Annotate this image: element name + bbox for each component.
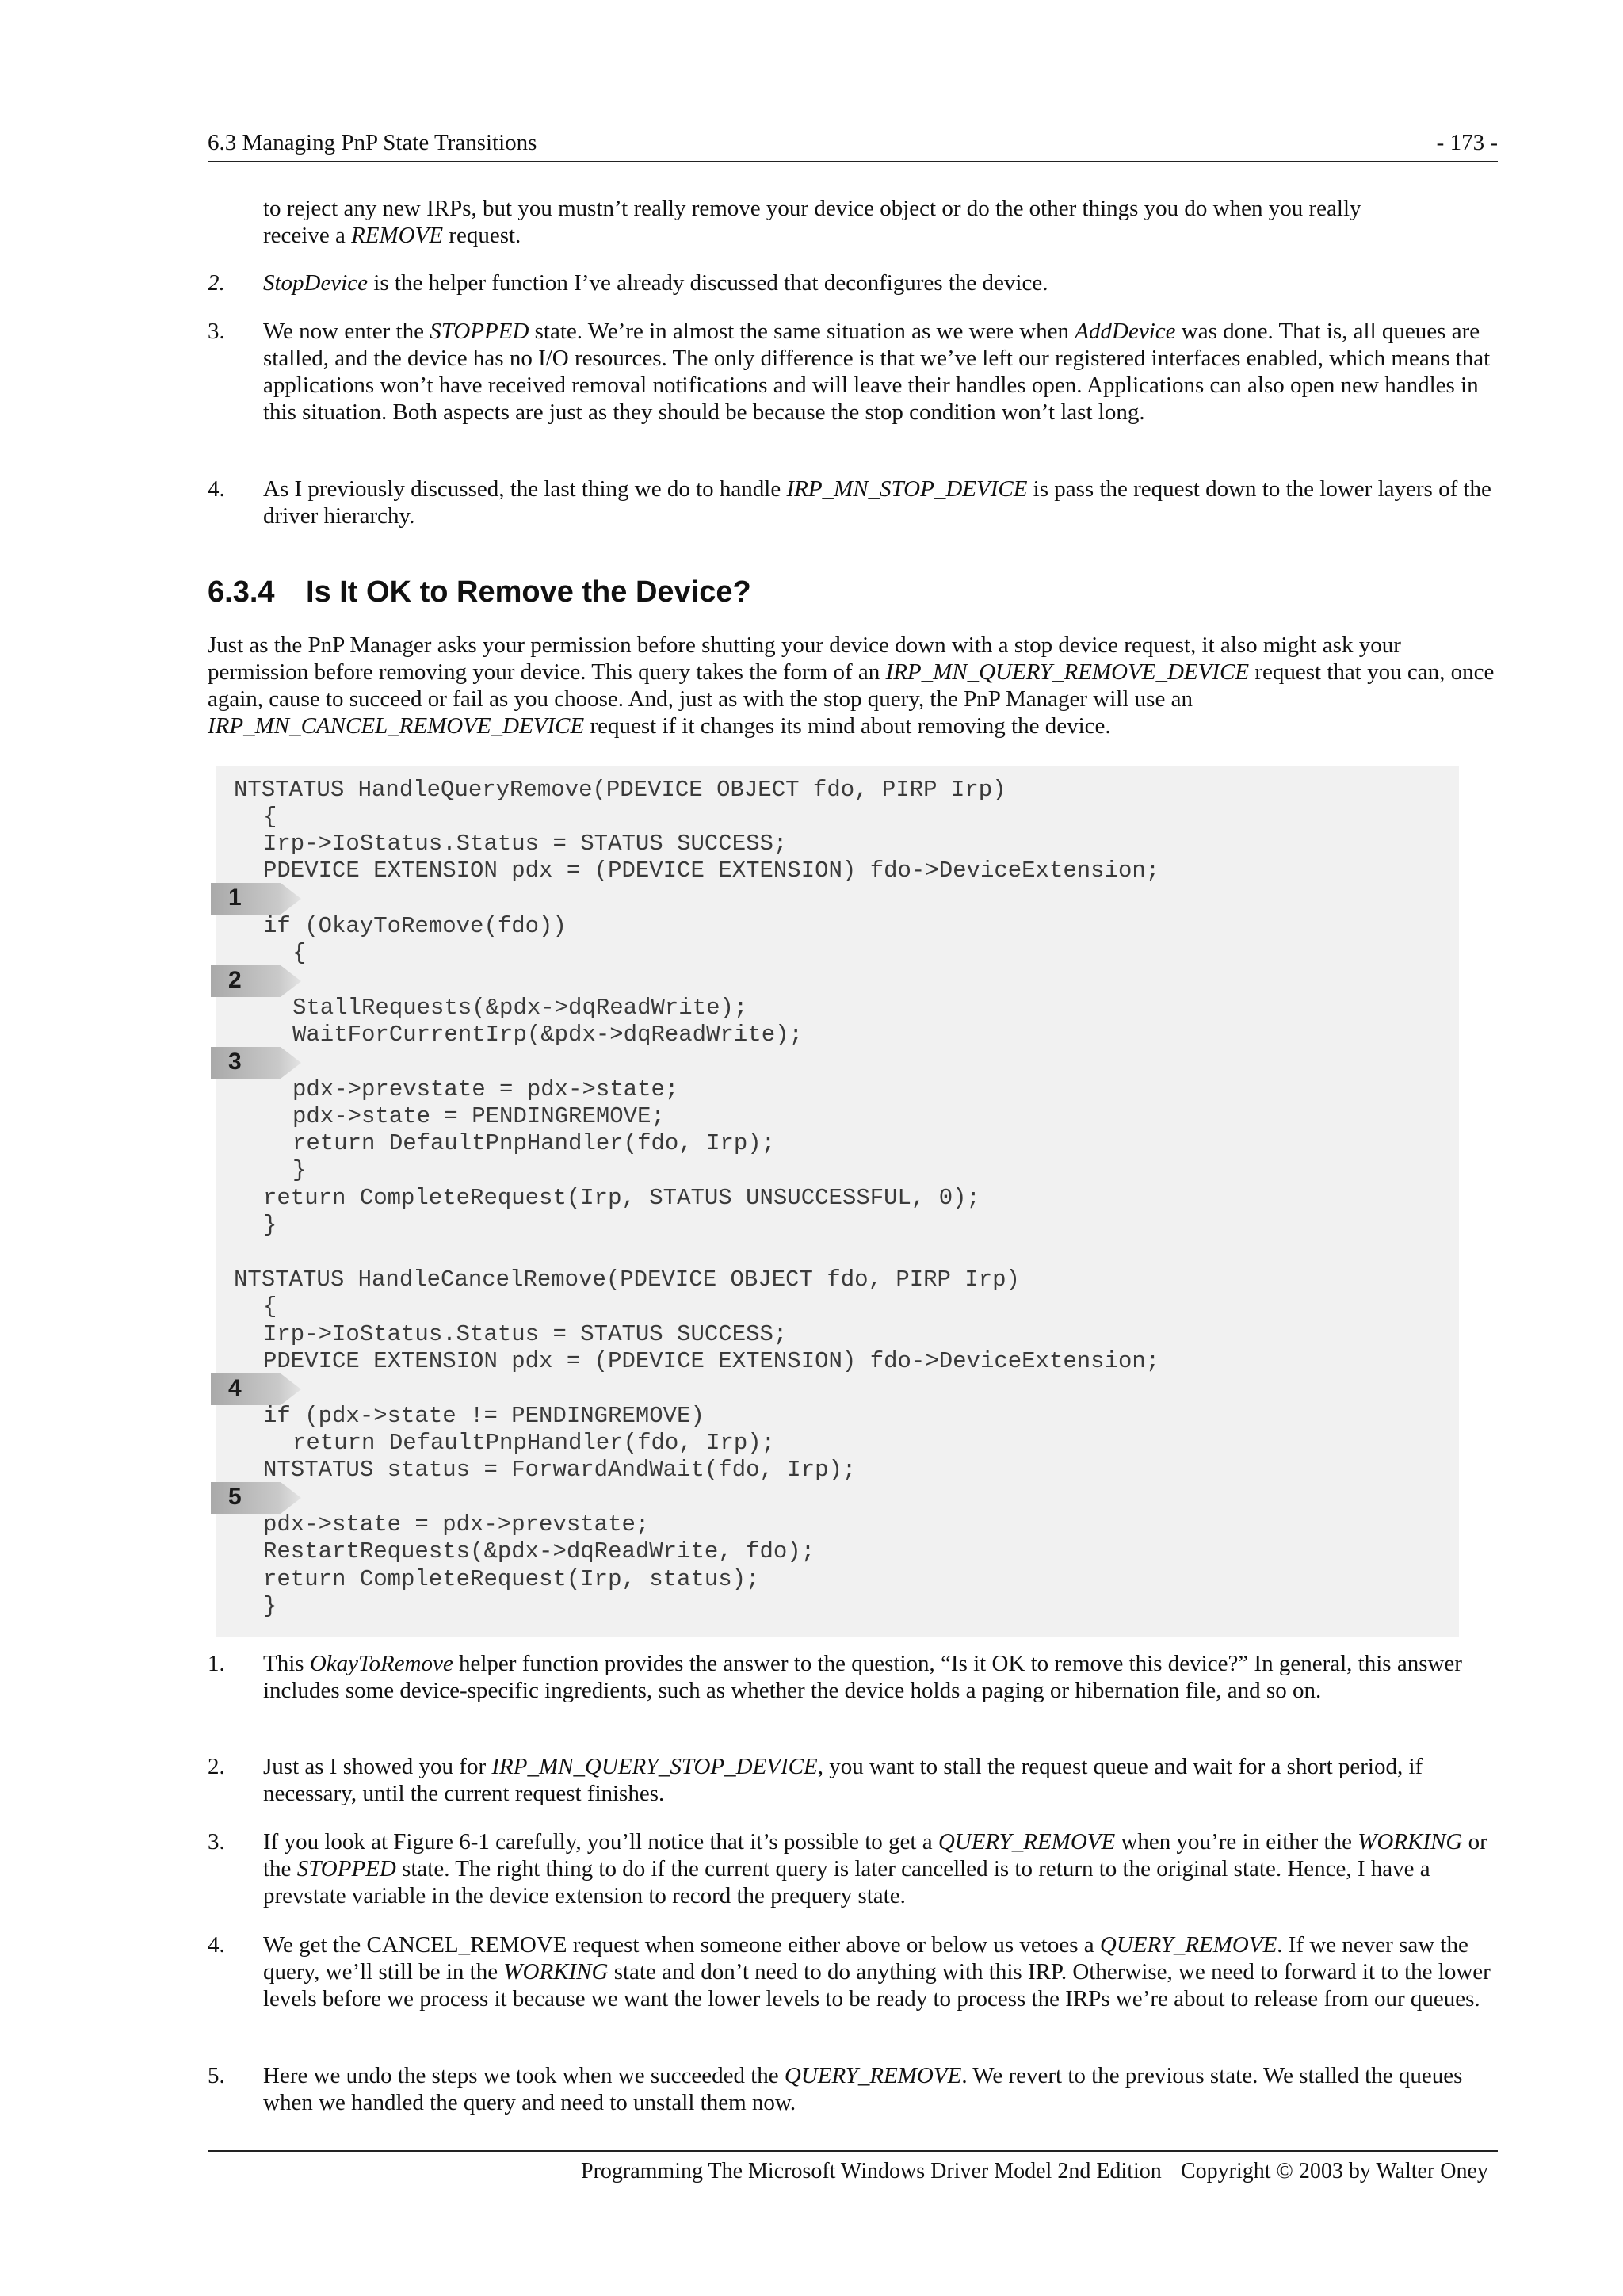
text-run: . If we never saw the query, we’ll still be in the — [263, 1932, 1468, 1985]
list-item-number: 4. — [208, 1932, 225, 1958]
text-run: Just as I showed you for — [263, 1754, 492, 1779]
text-run: We get the CANCEL_REMOVE request when someone either above or below us vetoes a — [263, 1932, 1100, 1958]
text-run: Here we undo the steps we took when we succeeded the — [263, 2063, 785, 2088]
code-line: WaitForCurrentIrp(&pdx->dqReadWrite); — [292, 1022, 803, 1048]
code-line: pdx->prevstate = pdx->state; — [292, 1076, 679, 1102]
code-line: if (pdx->state != PENDINGREMOVE) — [263, 1403, 705, 1429]
list-item-text — [263, 1753, 1499, 1807]
list-item-number: 2. — [208, 1754, 225, 1779]
continuation-line-1: to reject any new IRPs, but you mustn’t really remove your device object or do the other things you do when you really — [263, 196, 1361, 221]
code-line: pdx->state = PENDINGREMOVE; — [292, 1103, 665, 1129]
code-line: { — [263, 1293, 277, 1320]
text-run: Just as the PnP Manager asks your permission before shutting your device down with a stop device request, it also might ask your permission before removing your device. This query takes the form of an — [208, 632, 1401, 685]
italic-term: IRP_MN_QUERY_REMOVE_DEVICE — [885, 659, 1250, 685]
page-header — [208, 130, 1498, 162]
text-run: when you’re in either the — [1115, 1829, 1358, 1855]
code-line: NTSTATUS status = ForwardAndWait(fdo, Irp); — [263, 1457, 857, 1483]
code-line: RestartRequests(&pdx->dqReadWrite, fdo); — [263, 1538, 815, 1564]
code-line: StallRequests(&pdx->dqReadWrite); — [292, 995, 748, 1021]
list-item-number: 4. — [208, 476, 225, 502]
text-run: If you look at Figure 6-1 carefully, you’ll notice that it’s possible to get a — [263, 1829, 938, 1855]
code-line: return DefaultPnpHandler(fdo, Irp); — [292, 1430, 776, 1456]
callout-number: 4 — [228, 1375, 242, 1401]
list-item-text — [263, 1650, 1499, 1704]
intro-paragraph — [208, 632, 1499, 739]
code-line: NTSTATUS HandleCancelRemove(PDEVICE OBJECT fdo, PIRP Irp) — [234, 1266, 1020, 1293]
code-line: } — [263, 1212, 277, 1238]
italic-term: IRP_MN_STOP_DEVICE — [786, 476, 1028, 502]
section-heading — [208, 575, 751, 609]
list-item-number: 2. — [208, 270, 225, 296]
callout-number: 2 — [228, 967, 242, 993]
list-item-text — [263, 318, 1499, 426]
text-run: . We revert to the previous state. We stalled the queues when we handled the query and need to unstall them now. — [263, 2063, 1463, 2115]
text-run: helper function provides the answer to the question, “Is it OK to remove this device?” In general, this answer includes some device-specific ingredients, such as whether the device holds a paging or hibernation file, and so on. — [263, 1651, 1462, 1703]
section-number: 6.3.4 — [208, 575, 275, 609]
list-item-text — [263, 1931, 1499, 2012]
header-section-title: 6.3 Managing PnP State Transitions — [208, 130, 537, 155]
text-run: request if it changes its mind about removing the device. — [584, 713, 1111, 739]
text-run: state. The right thing to do if the current query is later cancelled is to return to the original state. Hence, I have a prevstate variable in the device extension to record the prequery state. — [263, 1856, 1430, 1908]
list-item-number: 3. — [208, 319, 225, 344]
callout-number: 1 — [228, 884, 242, 911]
page-number: - 173 - — [1436, 130, 1498, 155]
code-line: { — [263, 804, 277, 830]
italic-term: OkayToRemove — [309, 1651, 453, 1676]
text-run: is the helper function I’ve already discussed that deconfigures the device. — [368, 270, 1048, 296]
text-run: We now enter the — [263, 319, 430, 344]
code-line: } — [263, 1593, 277, 1619]
italic-term: QUERY_REMOVE — [1099, 1932, 1277, 1958]
list-item-number: 1. — [208, 1651, 225, 1676]
footer-copyright: Copyright © 2003 by Walter Oney — [1181, 2159, 1488, 2183]
callout-number: 3 — [228, 1049, 242, 1075]
code-line: } — [292, 1157, 307, 1183]
italic-term: IRP_MN_QUERY_STOP_DEVICE — [491, 1754, 818, 1779]
italic-term: STOPPED — [296, 1856, 396, 1881]
text-run: This — [263, 1651, 310, 1676]
callout-badge — [211, 1482, 301, 1514]
code-line: if (OkayToRemove(fdo)) — [263, 913, 567, 939]
text-run: state. We’re in almost the same situation as we were when — [529, 319, 1075, 344]
list-item-text — [263, 2062, 1499, 2116]
italic-term: QUERY_REMOVE — [784, 2063, 962, 2088]
italic-term: AddDevice — [1075, 319, 1176, 344]
code-line: PDEVICE EXTENSION pdx = (PDEVICE EXTENSION) fdo->DeviceExtension; — [263, 858, 1160, 884]
italic-term: STOPPED — [430, 319, 529, 344]
callout-number: 5 — [228, 1484, 242, 1510]
text-run: is pass the request down to the lower layers of the driver hierarchy. — [263, 476, 1491, 529]
continuation-line-2: receive a REMOVE request. — [263, 223, 521, 248]
code-line: { — [292, 940, 307, 966]
italic-term: StopDevice — [263, 270, 369, 296]
code-line: return CompleteRequest(Irp, status); — [263, 1566, 760, 1592]
code-line: return CompleteRequest(Irp, STATUS UNSUCCESSFUL, 0); — [263, 1185, 980, 1211]
list-item-text — [263, 476, 1499, 529]
section-title: Is It OK to Remove the Device? — [306, 575, 751, 609]
header-divider — [208, 161, 1498, 162]
text-run: was done. That is, all queues are stalled, and the device has no I/O resources. The only difference is that we’ve left our registered interfaces enabled, which means that applications won’t have received removal notifications and will leave their handles open. Applications can also open new handles in this situation. Both aspects are just as they should be because the stop condition won’t last long. — [263, 319, 1491, 425]
list-item-number: 5. — [208, 2063, 225, 2088]
italic-term: WORKING — [503, 1959, 609, 1985]
code-line: return DefaultPnpHandler(fdo, Irp); — [292, 1130, 776, 1156]
italic-term: IRP_MN_CANCEL_REMOVE_DEVICE — [208, 713, 585, 739]
list-item-continuation — [263, 195, 1499, 249]
italic-term: WORKING — [1358, 1829, 1463, 1855]
footer-divider — [208, 2150, 1498, 2152]
list-item-number: 3. — [208, 1829, 225, 1855]
text-run: state and don’t need to do anything with this IRP. Otherwise, we need to forward it to the lower levels before we process it because we want the lower levels to be ready to process the IRPs we’re about to release from our queues. — [263, 1959, 1491, 2011]
italic-term: QUERY_REMOVE — [938, 1829, 1116, 1855]
list-item-text — [263, 1828, 1499, 1909]
callout-badge — [211, 965, 301, 997]
callout-badge — [211, 883, 301, 915]
text-run: , you want to stall the request queue and wait for a short period, if necessary, until the current request finishes. — [263, 1754, 1423, 1806]
code-line: NTSTATUS HandleQueryRemove(PDEVICE OBJECT fdo, PIRP Irp) — [234, 777, 1006, 803]
code-line: Irp->IoStatus.Status = STATUS SUCCESS; — [263, 1321, 788, 1347]
text-run: As I previously discussed, the last thing we do to handle — [263, 476, 787, 502]
code-line: PDEVICE EXTENSION pdx = (PDEVICE EXTENSION) fdo->DeviceExtension; — [263, 1348, 1160, 1374]
footer-book-title: Programming The Microsoft Windows Driver Model 2nd Edition — [581, 2159, 1162, 2183]
list-item-text — [263, 269, 1499, 296]
text-run: request that you can, once again, cause to succeed or fail as you choose. And, just as with the stop query, the PnP Manager will use an — [208, 659, 1495, 712]
text-run: or the — [263, 1829, 1487, 1881]
code-line: pdx->state = pdx->prevstate; — [263, 1511, 650, 1538]
callout-badge — [211, 1373, 301, 1405]
code-line: Irp->IoStatus.Status = STATUS SUCCESS; — [263, 831, 788, 857]
callout-badge — [211, 1047, 301, 1079]
